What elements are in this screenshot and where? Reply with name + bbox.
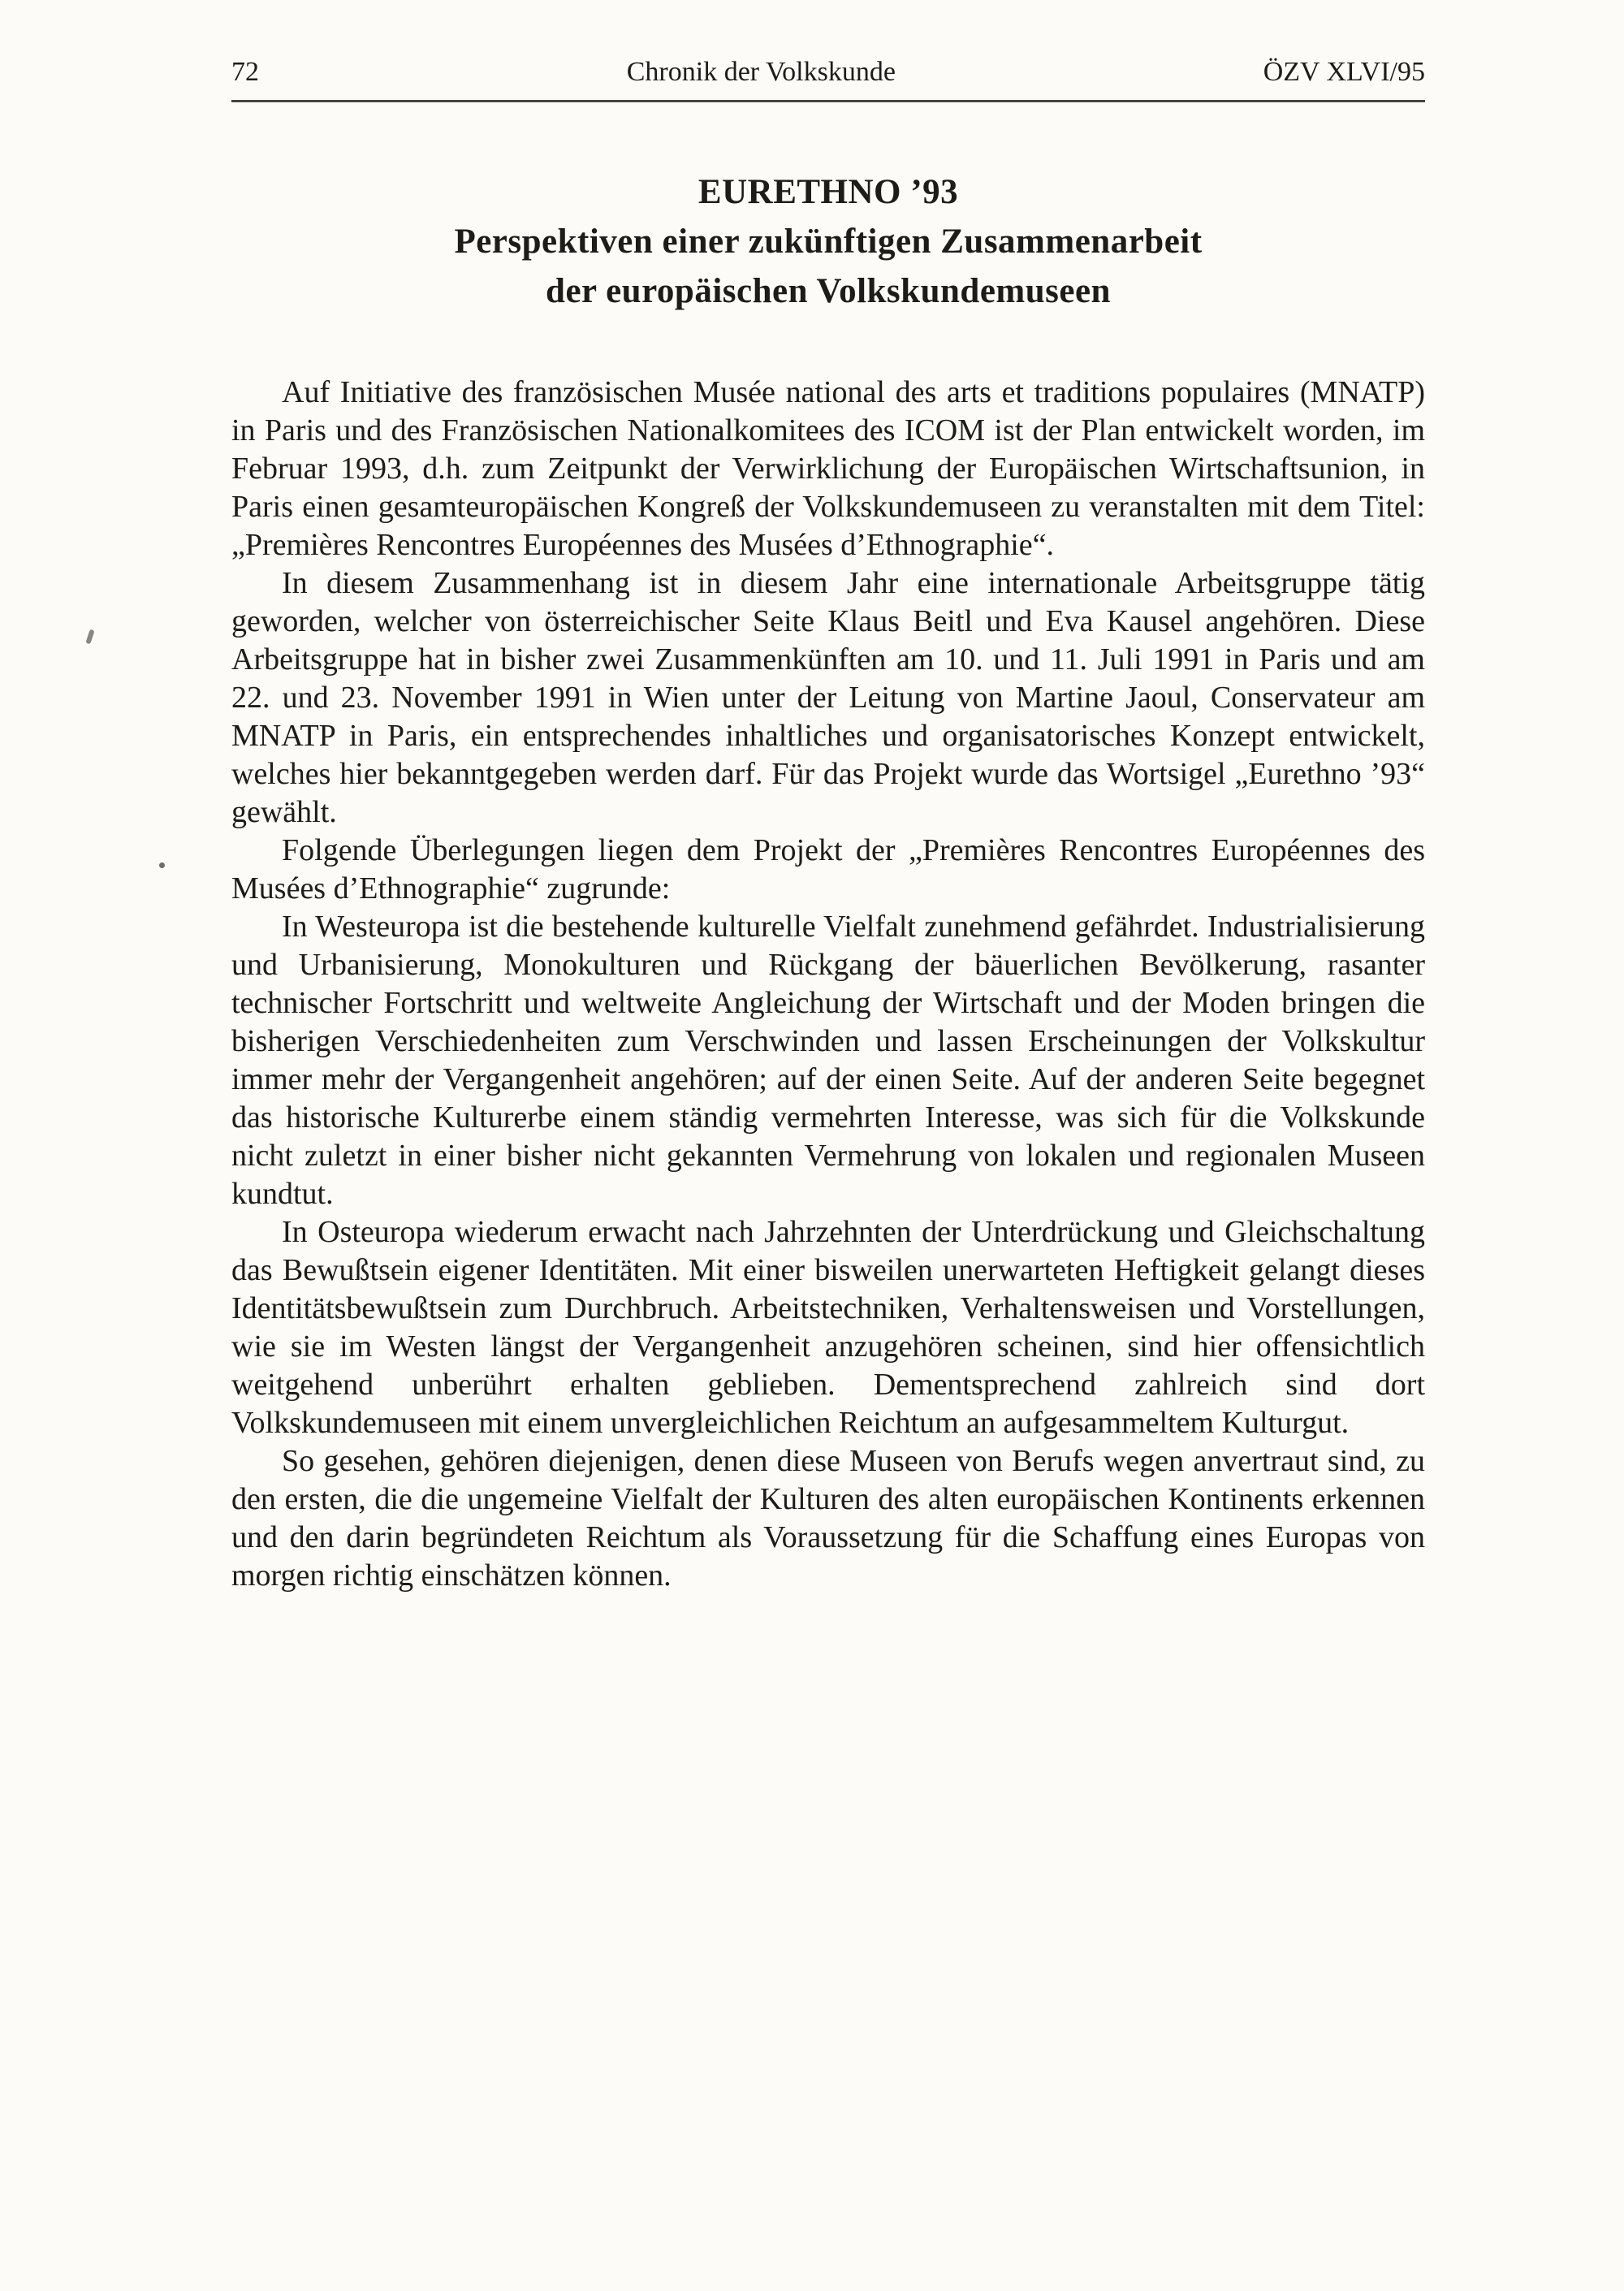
- journal-reference: ÖZV XLVI/95: [1263, 57, 1425, 87]
- paragraph-1: Auf Initiative des französischen Musée national des arts et traditions populaires (MNATP) in Paris und des Französischen Nationalkomitees des ICOM ist der Plan entwickelt worden, im Februar 1993, d.h. zum Zeitpunkt der Verwirklichung der Europäischen Wirtschaftsunion, in Paris einen gesamteuropäischen Kongreß der Volkskundemuseen zu veranstalten mit dem Titel: „Premières Rencontres Européennes des Musées d’Ethnographie“.: [231, 374, 1425, 562]
- page-number: 72: [231, 57, 259, 87]
- header-rule: [231, 100, 1425, 102]
- article-title-line-3: der europäischen Volkskundemuseen: [546, 272, 1111, 311]
- article-body: [231, 374, 1425, 1595]
- paragraph-4: In Westeuropa ist die bestehende kulturelle Vielfalt zunehmend gefährdet. Industrialisierung und Urbanisierung, Monokulturen und Rückgang der bäuerlichen Bevölkerung, rasanter technischer Fortschritt und weltweite Angleichung der Wirtschaft und der Moden bringen die bisherigen Verschiedenheiten zum Verschwinden und lassen Erscheinungen der Volkskultur immer mehr der Vergangenheit angehören; auf der einen Seite. Auf der anderen Seite begegnet das historische Kulturerbe einem ständig vermehrten Interesse, was sich für die Volkskunde nicht zuletzt in einer bisher nicht gekannten Vermehrung von lokalen und regionalen Museen kundtut.: [231, 909, 1425, 1211]
- article-title: [231, 167, 1425, 316]
- article-title-line-2: Perspektiven einer zukünftigen Zusammenarbeit: [454, 223, 1203, 262]
- paragraph-6: So gesehen, gehören diejenigen, denen diese Museen von Berufs wegen anvertraut sind, zu den ersten, die die ungemeine Vielfalt der Kulturen des alten europäischen Kontinents erkennen und den darin begründeten Reichtum als Voraussetzung für die Schaffung eines Europas von morgen richtig einschätzen können.: [231, 1443, 1425, 1593]
- paragraph-3: Folgende Überlegungen liegen dem Projekt der „Premières Rencontres Européennes des Musées d’Ethnographie“ zugrunde:: [231, 832, 1425, 906]
- scan-artifact: [85, 629, 94, 645]
- page-content: [231, 57, 1425, 1595]
- paragraph-5: In Osteuropa wiederum erwacht nach Jahrzehnten der Unterdrückung und Gleichschaltung das Bewußtsein eigener Identitäten. Mit einer bisweilen unerwarteten Heftigkeit gelangt dieses Identitätsbewußtsein zum Durchbruch. Arbeitstechniken, Verhaltensweisen und Vorstellungen, wie sie im Westen längst der Vergangenheit anzugehören scheinen, sind hier offensichtlich weitgehend unberührt erhalten geblieben. Dementsprechend zahlreich sind dort Volkskundemuseen mit einem unvergleichlichen Reichtum an aufgesammeltem Kulturgut.: [231, 1214, 1425, 1440]
- running-title: Chronik der Volkskunde: [626, 57, 896, 87]
- paragraph-2: In diesem Zusammenhang ist in diesem Jahr eine internationale Arbeitsgruppe tätig geworden, welcher von österreichischer Seite Klaus Beitl und Eva Kausel angehören. Diese Arbeitsgruppe hat in bisher zwei Zusammenkünften am 10. und 11. Juli 1991 in Paris und am 22. und 23. November 1991 in Wien unter der Leitung von Martine Jaoul, Conservateur am MNATP in Paris, ein entsprechendes inhaltliches und organisatorisches Konzept entwickelt, welches hier bekanntgegeben werden darf. Für das Projekt wurde das Wortsigel „Eurethno ’93“ gewählt.: [231, 565, 1425, 829]
- scan-artifact: [159, 862, 165, 868]
- article-title-line-1: EURETHNO ’93: [698, 173, 959, 212]
- page-header: [231, 57, 1425, 87]
